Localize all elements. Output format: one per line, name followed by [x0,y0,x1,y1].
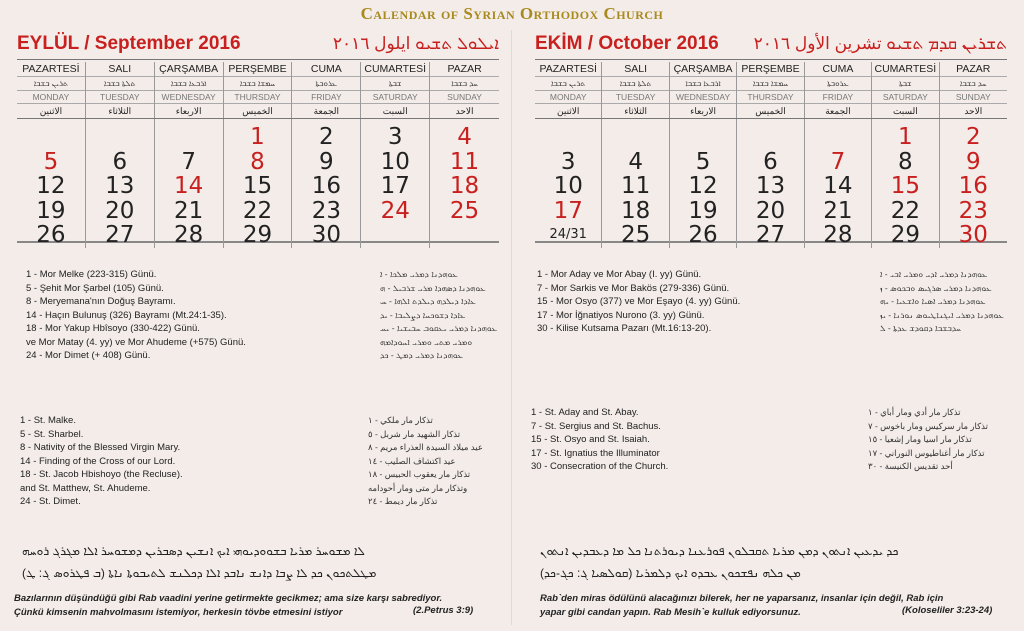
date-cell: 6 [763,148,778,175]
weekday-label-tr: CUMA [292,62,360,77]
weekday-label-tr: PERŞEMBE [224,62,292,77]
weekday-label-ar: الاثنين [39,106,63,116]
weekday-label-en: MONDAY [535,91,601,104]
weekday-label-sy: ܚܡܫܐ ܒܫܒܐ [224,77,292,91]
weekday-header [670,62,737,118]
weekday-label-sy: ܚܕ ܒܫܒܐ [430,77,499,91]
date-cell: 14 [823,173,853,199]
event-line: ve Mor Matay (4. yy) ve Mor Ahudeme (+575) Günü. [26,336,246,348]
event-line: 1 - St. Malke. [20,415,76,426]
month-header [17,30,499,60]
weekday-header-row [535,62,1007,119]
date-cell: 10 [380,148,410,175]
event-line: ܥܐܕܐ ܕܝܠܕܗ ܕܝܠܕܬ ܐܠܗܐ - ܚ [380,296,476,306]
event-line: أحد تقديس الكنيسة - ٣٠ [868,461,953,471]
date-column [361,119,430,248]
month-header [535,30,1007,60]
event-line: تذكار مار اسيا ومار إشعيا - ١٥ [868,434,972,444]
date-cell: 23 [311,197,341,224]
date-grid [17,119,499,248]
event-line: ܥܘܗܕܢܐ ܕܡܪܝ ܐܕܝ ܘܡܪܝ ܐܒܝ - ܐ [880,269,988,279]
event-line: 15 - St. Osyo and St. Isaiah. [531,434,650,445]
date-column [805,119,872,248]
weekday-label-ar: السبت [382,106,408,116]
date-cell: 22 [890,197,920,224]
event-line: عيد ميلاد السيدة العذراء مريم - ٨ [368,442,483,452]
event-line: تذكار مار أدي ومار أباي - ١ [868,407,961,417]
weekday-label-tr: PAZARTESİ [17,62,85,77]
weekday-label-tr: PERŞEMBE [737,62,803,77]
event-line: ܥܐܕܐ ܕܫܘܟܚܐ ܕܨܠܝܒܐ - ܝܕ [380,309,466,320]
weekday-label-ar: الجمعة [313,106,340,116]
date-cell: 9 [319,148,334,175]
weekday-label-ar: الاثنين [557,106,580,116]
event-line: عيد اكتشاف الصليب - ١٤ [368,455,456,466]
weekday-header [17,62,86,118]
verse-line: Rab`den miras ödülünü alacağınızı bilerek, her ne yaparsanız, insanlar için değil, Rab için [540,593,944,604]
event-line: 1 - St. Aday and St. Abay. [531,407,639,418]
weekday-label-tr: PAZARTESİ [535,62,601,77]
date-cell-holiday: 14 [173,173,204,199]
date-cell: 24/31 [549,227,587,242]
date-cell: 4 [628,148,643,175]
event-line: 18 - Mor Yakup Hbîsoyo (330-422) Günü. [26,323,200,334]
date-cell: 16 [311,173,341,199]
date-column [86,119,155,248]
weekday-label-ar: الاحد [455,106,474,116]
date-cell-holiday: 30 [958,222,988,248]
date-cell-holiday: 8 [250,148,265,175]
date-cell: 29 [242,222,273,248]
weekday-label-en: TUESDAY [602,91,668,104]
date-cell: 10 [553,173,583,199]
date-cell-holiday: 18 [449,173,480,199]
event-line: 18 - St. Jacob Hbishoyo (the Recluse). [20,469,183,480]
weekday-label-sy: ܫܒܬܐ [361,77,429,91]
events-syriac-september [380,268,500,363]
date-cell: 22 [242,197,273,224]
event-line: 5 - Şehit Mor Şarbel (105) Günü. [26,282,164,294]
event-line: and St. Matthew, St. Ahudeme. [20,482,151,494]
weekday-label-tr: SALI [602,62,668,77]
events-en-september [20,414,183,509]
weekday-label-en: SUNDAY [940,91,1007,104]
page-title: Calendar of Syrian Orthodox Church [360,4,664,23]
date-cell: 13 [755,173,786,199]
date-cell [602,125,668,150]
event-line: تذكار مار أغناطيوس النوراني - ١٧ [868,447,985,458]
weekday-label-sy: ܥܪܘܒܬܐ [805,77,871,91]
weekday-label-tr: PAZAR [940,62,1007,77]
events-tr-september [26,268,246,363]
weekday-label-tr: PAZAR [430,62,499,77]
event-line: 24 - St. Dimet. [20,496,81,507]
date-cell: 3 [560,148,576,175]
weekday-label-tr: SALI [86,62,154,77]
date-cell: 17 [380,173,410,199]
date-cell [670,125,736,150]
event-line: 7 - St. Sergius and St. Bachus. [531,420,661,432]
calendar-october [535,30,1007,248]
weekday-label-sy: ܬܠܬܐ ܒܫܒܐ [86,77,154,91]
date-cell: 20 [755,197,786,224]
verse-syriac-line-1: ܟܕ ܝܕܥܝܢ ܐܢܬܘܢ ܕܡܢ ܡܪܝܐ ܬܩܒܠܘܢ ܦܘܪܥܢܐ ܕܝܘܪܬܢܐ ܟܠ ܡܐ ܕܥܒܕܝܢ ܐܢܬܘܢ [540,544,899,558]
weekday-label-en: WEDNESDAY [155,91,223,104]
event-line: ܥܘܗܕܢܐ ܕܡܪܝ ܡܠܟܐ - ܐ [380,269,458,279]
weekday-label-sy: ܐܪܒܥܐ ܒܫܒܐ [670,77,736,91]
verse-syriac-line-2: ܡܢ ܟܠܗ ܢܦܫܟܘܢ ܥܒܕܘ ܐܝܟ ܕܠܡܪܝܐ (ܩܘܠܣܝܐ ܓ: ܟܓ-ܟܕ) [540,566,801,580]
weekday-label-sy: ܬܪܝܢ ܒܫܒܐ [17,77,85,91]
weekday-header [535,62,602,118]
weekday-label-en: SUNDAY [430,91,499,104]
weekday-header [872,62,939,118]
date-cell: 15 [242,173,273,199]
date-cell-holiday: 5 [43,148,59,175]
date-cell: 28 [173,222,204,248]
verse-syriac-line-1: ܠܐ ܡܫܘܚܪ ܡܪܝܐ ܒܫܘܘܕܝܘܗܝ ܐܝܟ ܐܢܫܝܢ ܕܣܒܪܝܢ ܕܡܫܘܚܪ ܐܠܐ ܡܓܪܓ ܪܘܚܗ [22,544,365,558]
weekday-label-sy: ܚܕ ܒܫܒܐ [940,77,1007,91]
event-line: 1 - Mor Melke (223-315) Günü. [26,269,157,280]
date-cell-holiday: 16 [958,173,988,199]
event-line: 17 - St. Ignatius the Illuminator [531,447,660,459]
event-line: 30 - Consecration of the Church. [531,461,669,472]
date-column [670,119,737,248]
weekday-header [224,62,293,118]
event-line: 5 - St. Sharbel. [20,428,84,440]
weekday-header [602,62,669,118]
date-cell-holiday: 15 [890,173,920,199]
weekday-label-sy: ܚܡܫܐ ܒܫܒܐ [737,77,803,91]
date-cell: 5 [695,148,711,175]
date-column [737,119,804,248]
date-column [155,119,224,248]
event-line: 30 - Kilise Kutsama Pazarı (Mt.16:13-20). [537,323,712,334]
date-cell: 30 [311,222,341,248]
date-cell [430,223,499,248]
date-cell [737,125,803,150]
weekday-header [292,62,361,118]
weekday-header [430,62,499,118]
event-line: وتذكار مار متى ومار أحودامه [368,482,468,493]
weekday-header [737,62,804,118]
weekday-label-ar: الاربعاء [175,106,202,116]
date-cell-holiday: 17 [553,197,583,224]
date-cell: 20 [105,197,135,224]
verse-syriac-line-2: ܡܛܠܬܟܘܢ ܟܕ ܠܐ ܨܒܐ ܕܐܢܫ ܢܐܒܕ ܐܠܐ ܕܟܠܢܫ ܠܬܝܒܘܬܐ ܢܐܬܐ (ܒ ܦܛܪܘܣ ܓ: ܛ) [22,566,377,580]
events-arabic-september [368,414,498,509]
date-cell: 21 [823,197,853,224]
weekday-label-ar: الخميس [755,106,786,116]
date-cell [361,223,429,248]
date-cell-holiday: 24 [380,197,410,224]
date-cell [155,125,223,150]
weekday-label-sy: ܐܪܒܥܐ ܒܫܒܐ [155,77,223,91]
weekday-label-en: FRIDAY [805,91,871,104]
date-cell: 28 [823,222,853,248]
event-line: ܥܘܗܕܢܐ ܕܡܪܝ ܐܣܝܐ ܘܐܫܥܝܐ - ܝܗ [880,296,986,306]
event-line: ܚܕܒܫܒܐ ܕܩܘܕܫ ܥܕܬܐ - ܠ [880,323,962,333]
date-cell-holiday: 1 [898,124,913,150]
weekday-label-ar: السبت [892,106,918,116]
date-cell-holiday: 25 [449,197,480,224]
weekday-header [805,62,872,118]
date-column [224,119,293,248]
date-cell: 11 [620,173,651,199]
date-cell-holiday: 11 [449,148,480,175]
weekday-label-en: FRIDAY [292,91,360,104]
weekday-label-ar: الاحد [964,106,983,116]
date-cell: 18 [620,197,651,224]
event-line: 17 - Mor İğnatiyos Nurono (3. yy) Günü. [537,309,705,321]
date-cell-holiday: 1 [250,124,265,150]
weekday-label-sy: ܬܠܬܐ ܒܫܒܐ [602,77,668,91]
date-column [872,119,939,248]
date-cell-holiday: 2 [965,124,981,150]
date-cell: 27 [105,222,135,248]
date-cell: 12 [688,173,718,199]
date-column [292,119,361,248]
event-line: 14 - Finding of the Cross of our Lord. [20,455,176,467]
weekday-header [155,62,224,118]
date-cell [17,125,85,150]
calendar-september [17,30,499,248]
event-line: 1 - Mor Aday ve Mor Abay (I. yy) Günü. [537,269,702,280]
event-line: 14 - Haçın Bulunuş (326) Bayramı (Mt.24:1-35). [26,309,227,321]
verse-line: Çünkü kimsenin mahvolmasını istemiyor, herkesin tövbe etmesini istiyor [14,606,343,618]
events-arabic-october [868,406,1008,474]
date-column [17,119,86,248]
verse-line: Bazılarının düşündüğü gibi Rab vaadini yerine getirmekte gecikmez; ama size karşı sabrediyor. [14,593,443,604]
month-title-arabic: ܐܝܠܘܠ ܬܫܝܘ ايلول ٢٠١٦ [332,34,499,53]
date-cell: 25 [620,222,651,248]
event-line: ܥܘܗܕܢܐ ܕܣܗܕܐ ܡܪܝ ܫܪܒܝܠ - ܗ [380,282,486,293]
weekday-label-en: WEDNESDAY [670,91,736,104]
month-title: EKİM / October 2016 [535,33,719,54]
date-column [602,119,669,248]
date-cell: 2 [319,124,334,150]
weekday-label-ar: الاربعاء [690,106,716,116]
weekday-label-tr: CUMARTESİ [872,62,938,77]
verse-reference: (2.Petrus 3:9) [413,605,474,616]
weekday-label-en: SATURDAY [361,91,429,104]
date-cell: 26 [688,222,718,248]
event-line: تذكار الشهيد مار شربل - ٥ [368,428,461,439]
date-cell-holiday: 23 [958,197,988,224]
month-title: EYLÜL / September 2016 [17,33,241,54]
date-cell-holiday: 7 [830,148,846,175]
event-line: 24 - Mor Dimet (+ 408) Günü. [26,350,151,361]
date-cell [805,125,871,150]
event-line: تذكار مار يعقوب الحبيس - ١٨ [368,469,471,479]
date-cell: 13 [105,173,135,199]
weekday-label-en: THURSDAY [224,91,292,104]
date-cell: 19 [36,197,66,224]
weekday-label-tr: CUMARTESİ [361,62,429,77]
weekday-label-tr: CUMA [805,62,871,77]
weekday-header [361,62,430,118]
date-cell: 7 [181,148,196,175]
date-cell: 27 [755,222,786,248]
date-cell: 21 [173,197,204,224]
date-cell: 29 [890,222,920,248]
weekday-label-en: TUESDAY [86,91,154,104]
event-line: 15 - Mor Osyo (377) ve Mor Eşayo (4. yy) Günü. [537,296,741,307]
event-line: تذكار مار ديمط - ٢٤ [368,496,438,506]
date-cell-holiday: 9 [965,148,981,175]
event-line: 8 - Meryemana'nın Doğuş Bayramı. [26,296,176,307]
date-cell: 26 [36,222,66,248]
date-grid [535,119,1007,248]
weekday-label-en: MONDAY [17,91,85,104]
weekday-label-en: THURSDAY [737,91,803,104]
date-cell [535,125,601,150]
event-line: ܥܘܗܕܢܐ ܕܡܪܝ ܐܝܓܢܐܛܝܘܣ ܢܘܪܢܐ - ܝܙ [880,309,1004,320]
date-cell: 6 [112,148,128,175]
event-line: ܥܘܗܕܢܐ ܕܡܪܝ ܣܪܓܝܣ ܘܒܟܘܣ - ܙ [880,282,992,293]
date-column [430,119,499,248]
date-cell: 19 [688,197,718,224]
weekday-label-sy: ܫܒܬܐ [872,77,938,91]
events-en-october [531,406,668,474]
verse-reference: (Koloseliler 3:23-24) [902,605,993,616]
weekday-label-en: SATURDAY [872,91,938,104]
weekday-header-row [17,62,499,119]
weekday-label-tr: ÇARŞAMBA [670,62,736,77]
weekday-label-ar: الثلاثاء [108,106,132,116]
events-syriac-october [880,268,1008,336]
weekday-label-sy: ܬܪܝܢ ܒܫܒܐ [535,77,601,91]
event-line: ܥܘܗܕܢܐ ܕܡܪܝ ܝܥܩܘܒ ܚܒܝܫܝܐ - ܝܚ [380,323,498,333]
event-line: ܘܡܪܝ ܡܬܝ ܘܡܪܝ ܐܚܘܕܐܡܗ [380,336,473,347]
weekday-label-sy: ܥܪܘܒܬܐ [292,77,360,91]
event-line: 7 - Mor Sarkis ve Mor Bakös (279-336) Günü. [537,282,730,294]
weekday-label-ar: الخميس [242,106,273,116]
page-divider [511,30,512,625]
date-cell-holiday: 4 [457,124,472,150]
events-tr-october [537,268,740,336]
weekday-label-tr: ÇARŞAMBA [155,62,223,77]
verse-line: yapar gibi candan yapın. Rab Mesih`e kulluk ediyorsunuz. [540,606,801,618]
weekday-label-ar: الثلاثاء [624,106,648,116]
date-cell [86,125,154,150]
month-title-arabic: ܬܫܪܝܢ ܩܕܡ ܬܫܝܘ تشرين الأول ٢٠١٦ [753,34,1007,53]
date-cell: 8 [898,148,913,175]
event-line: تذكار مار سركيس ومار باخوس - ٧ [868,420,988,431]
event-line: 8 - Nativity of the Blessed Virgin Mary. [20,442,181,453]
weekday-label-ar: الجمعة [825,106,851,116]
date-cell: 3 [387,124,403,150]
event-line: ܥܘܗܕܢܐ ܕܡܪܝ ܕܡܛ - ܟܕ [380,350,464,360]
weekday-header [940,62,1007,118]
date-column [940,119,1007,248]
date-cell: 12 [36,173,66,199]
date-column [535,119,602,248]
weekday-header [86,62,155,118]
event-line: تذكار مار ملكي - ١ [368,415,433,425]
